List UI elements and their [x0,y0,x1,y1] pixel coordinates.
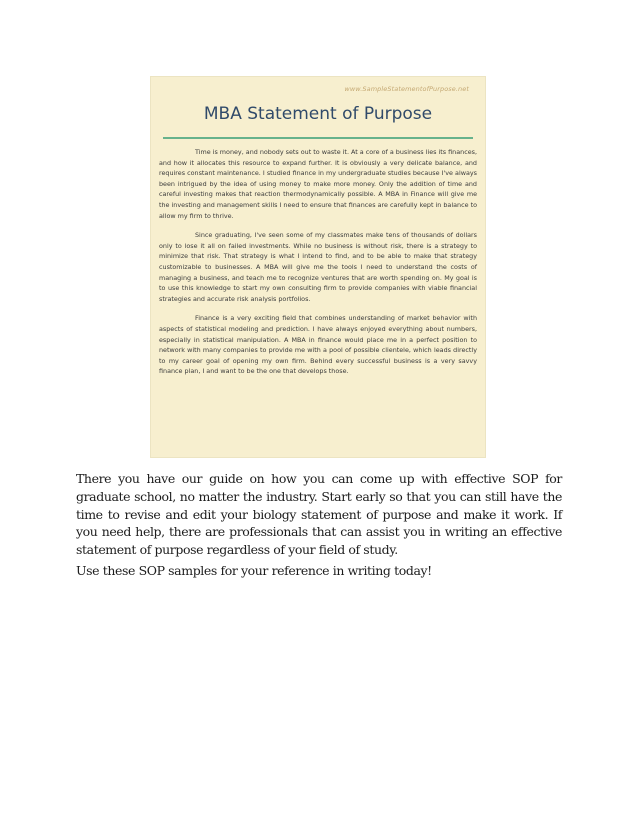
image-paragraph: Since graduating, I've seen some of my classmates make tens of thousands of dollars only to lose it all on failed investments. While no business is without risk, there is a strategy to minimize that risk. That strategy is what I intend to find, and to be able to make that strategy customizable to businesses. A MBA will give me the tools I need to understand the costs of managing a business, and teach me to recognize ventures that are worth spending on. My goal is to use this knowledge to start my own consulting firm to provide companies with viable financial strategies and accurate risk analysis portfolios. [159,231,477,303]
body-paragraph: There you have our guide on how you can come up with effective SOP for graduate school, no matter the industry. Start early so that you can still have the time to revise and edit your biology statement of purpose and make it work. If you need help, there are professionals that can assist you in writing an effective statement of purpose regardless of your field of study. [76,471,562,558]
image-body [159,147,477,386]
image-paragraph: Time is money, and nobody sets out to waste it. At a core of a business lies its finances, and how it allocates this resource to expand further. It is obviously a very delicate balance, and requires constant maintenance. I studied finance in my undergraduate studies because I've always been intrigued by the idea of using money to make more money. Only the addition of time and careful investing makes that reaction thermodynamically possible. A MBA in Finance will give me the investing and management skills I need to ensure that finances are carefully kept in balance to allow my firm to thrive. [159,148,477,220]
image-title: MBA Statement of Purpose [203,104,433,124]
image-title-rule [163,137,473,139]
mba-statement-image [150,76,486,458]
image-watermark-url: www.SampleStatementofPurpose.net [344,85,469,93]
image-paragraph: Finance is a very exciting field that combines understanding of market behavior with aspects of statistical modeling and prediction. I have always enjoyed everything about numbers, especially in statistical manipulation. A MBA in finance would place me in a perfect position to network with many companies to provide me with a pool of possible clientele, which leads directly to my career goal of opening my own firm. Behind every successful business is a very savvy finance plan, I and want to be the one that develops those. [159,314,477,376]
body-paragraph: Use these SOP samples for your reference in writing today! [76,563,432,578]
